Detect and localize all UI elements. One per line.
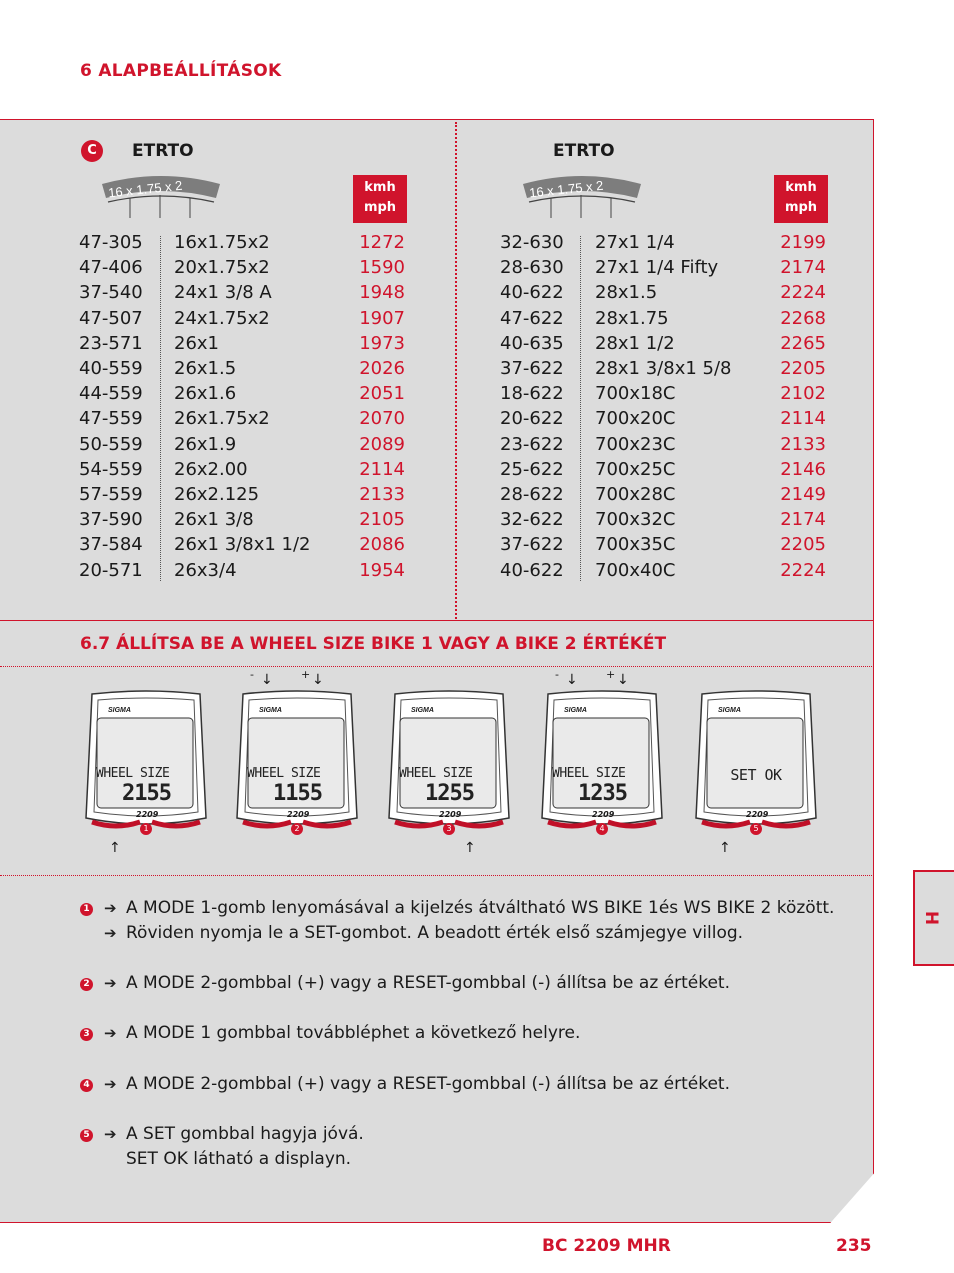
column-dash-left [160,236,161,581]
tire-size-cell: 26x1 3/8 [174,509,254,531]
etrto-cell: 54-559 [79,458,143,480]
step-marker: 3 [443,823,455,835]
circumference-cell: 2051 [359,383,405,405]
circumference-cell: 1272 [359,232,405,253]
circumference-cell: 2089 [359,433,405,455]
tire-size-cell: 26x3/4 [174,559,237,581]
etrto-cell: 47-507 [79,307,143,329]
etrto-cell: 57-559 [79,484,143,505]
device-brand-logo: SIGMA [259,707,282,714]
unit-box-right [774,175,828,223]
section-divider [0,620,874,621]
tire-size-cell: 700x28C [595,484,676,505]
step-text-line: A MODE 1 gombbal továbbléphet a következő helyre. [126,1023,581,1043]
tire-size-cell: 700x32C [595,509,676,531]
tire-size-cell: 26x1 3/8x1 1/2 [174,534,311,556]
etrto-cell: 40-622 [500,559,564,581]
lcd-line-2: 1235 [578,781,627,806]
unit-mph: mph [784,200,818,215]
step-number-bullet: 4 [80,1079,93,1092]
footer-model: BC 2209 MHR [542,1236,671,1256]
circumference-cell: 2224 [780,559,826,581]
devices-divider [0,875,874,876]
etrto-cell: 23-622 [500,433,564,455]
etrto-cell: 37-590 [79,509,143,531]
circumference-cell: 2174 [780,509,826,531]
arrow-right-icon: ➔ [104,899,117,917]
tire-size-cell: 28x1.5 [595,282,658,304]
step-number-bullet: 5 [80,1129,93,1142]
mode2-button-plus-label: + [606,668,616,681]
etrto-cell: 20-622 [500,408,564,430]
tire-size-cell: 26x2.125 [174,484,260,505]
step-marker: 5 [750,823,762,835]
chapter-tab-letter: H [921,910,942,926]
up-arrow-icon: ↑ [719,840,731,856]
circumference-cell: 2146 [780,458,826,480]
tire-size-cell: 20x1.75x2 [174,257,270,279]
step-text-line: A MODE 2-gombbal (+) vagy a RESET-gombbal (-) állítsa be az értéket. [126,1074,731,1094]
bike-computer-device [82,690,210,840]
etrto-cell: 40-635 [500,332,564,354]
circumference-cell: 2133 [359,484,405,505]
bike-computer-device [385,690,513,840]
circumference-cell: 2205 [780,358,826,379]
section-title: 6 ALAPBEÁLLÍTÁSOK [80,61,282,81]
etrto-cell: 23-571 [79,332,143,354]
step-text-line: Röviden nyomja le a SET-gombot. A beadott érték első számjegye villog. [126,923,744,943]
device-brand-logo: SIGMA [718,707,741,714]
chapter-tab[interactable] [913,870,954,966]
etrto-cell: 32-622 [500,509,564,531]
unit-mph: mph [363,200,397,215]
step-number-bullet: 3 [80,1028,93,1041]
step-text-line: A MODE 1-gomb lenyomásával a kijelzés átváltható WS BIKE 1és WS BIKE 2 között. [126,898,835,918]
reset-button-minus-label: - [555,668,559,681]
tire-size-cell: 24x1 3/8 A [174,282,272,304]
subsection-title: 6.7 ÁLLÍTSA BE A WHEEL SIZE BIKE 1 VAGY A BIKE 2 ÉRTÉKÉT [80,634,667,654]
bike-computer-device [233,690,361,840]
lcd-line-1: WHEEL SIZE [96,766,170,781]
circumference-cell: 1973 [359,332,405,354]
circumference-cell: 1590 [359,257,405,279]
etrto-cell: 47-559 [79,408,143,430]
device-model-label: 2209 [439,810,462,819]
column-divider [455,122,457,619]
tire-size-cell: 700x40C [595,559,676,581]
arrow-right-icon: ➔ [104,1125,117,1143]
lcd-line-1: WHEEL SIZE [247,766,321,781]
section-badge: C [81,140,103,162]
device-model-label: 2209 [746,810,769,819]
circumference-cell: 2268 [780,307,826,329]
down-arrow-icon: ↓ [261,672,273,688]
tire-size-cell: 700x20C [595,408,676,430]
etrto-cell: 37-584 [79,534,143,556]
tire-size-cell: 28x1 1/2 [595,332,675,354]
arrow-right-icon: ➔ [104,924,117,942]
circumference-cell: 2086 [359,534,405,556]
etrto-cell: 37-540 [79,282,143,304]
tire-label-right: 16 x 1.75 x 2 [528,177,605,201]
tire-size-cell: 700x18C [595,383,676,405]
lcd-line-1: WHEEL SIZE [399,766,473,781]
etrto-cell: 37-622 [500,534,564,556]
step-text-line: A SET gombbal hagyja jóvá. [126,1124,364,1144]
unit-kmh: kmh [364,180,396,195]
tire-size-cell: 27x1 1/4 Fifty [595,257,719,279]
lcd-line-2: 2155 [122,781,171,806]
tire-size-cell: 16x1.75x2 [174,232,270,253]
unit-box-left [353,175,407,223]
etrto-header-left: ETRTO [132,141,194,161]
etrto-cell: 18-622 [500,383,564,405]
circumference-cell: 1948 [359,282,405,304]
down-arrow-icon: ↓ [566,672,578,688]
circumference-cell: 2102 [780,383,826,405]
tire-label-left: 16 x 1.75 x 2 [107,177,184,201]
step-marker: 4 [596,823,608,835]
circumference-cell: 1954 [359,559,405,581]
circumference-cell: 2026 [359,358,405,379]
lcd-line-1: WHEEL SIZE [552,766,626,781]
down-arrow-icon: ↓ [617,672,629,688]
circumference-cell: 2070 [359,408,405,430]
circumference-cell: 2199 [780,232,826,253]
tire-size-cell: 27x1 1/4 [595,232,675,253]
etrto-cell: 44-559 [79,383,143,405]
step-text-line: SET OK látható a displayn. [126,1149,352,1169]
etrto-cell: 28-622 [500,484,564,505]
step-marker: 2 [291,823,303,835]
subtitle-divider [0,666,874,667]
circumference-cell: 2133 [780,433,826,455]
unit-kmh: kmh [785,180,817,195]
tire-size-cell: 24x1.75x2 [174,307,270,329]
tire-illustration-left [100,172,222,222]
mode2-button-plus-label: + [301,668,311,681]
reset-button-minus-label: - [250,668,254,681]
circumference-cell: 2265 [780,332,826,354]
tire-size-cell: 26x1.75x2 [174,408,270,430]
device-brand-logo: SIGMA [108,707,131,714]
tire-size-cell: 26x1.9 [174,433,237,455]
tire-illustration-right [521,172,643,222]
up-arrow-icon: ↑ [109,840,121,856]
tire-size-cell: 28x1 3/8x1 5/8 [595,358,732,379]
etrto-cell: 47-622 [500,307,564,329]
down-arrow-icon: ↓ [312,672,324,688]
circumference-cell: 1907 [359,307,405,329]
circumference-cell: 2174 [780,257,826,279]
bike-computer-device [692,690,820,840]
device-model-label: 2209 [136,810,159,819]
circumference-cell: 2114 [780,408,826,430]
lcd-line-1: SET OK [730,766,782,784]
circumference-cell: 2105 [359,509,405,531]
step-number-bullet: 1 [80,903,93,916]
step-number-bullet: 2 [80,978,93,991]
column-dash-right [580,236,581,581]
circumference-cell: 2205 [780,534,826,556]
tire-size-cell: 26x1.5 [174,358,237,379]
device-model-label: 2209 [287,810,310,819]
tire-size-cell: 26x1 [174,332,220,354]
device-brand-logo: SIGMA [411,707,434,714]
step-marker: 1 [140,823,152,835]
arrow-right-icon: ➔ [104,1024,117,1042]
tire-size-cell: 26x1.6 [174,383,237,405]
etrto-cell: 37-622 [500,358,564,379]
etrto-cell: 40-559 [79,358,143,379]
etrto-cell: 28-630 [500,257,564,279]
up-arrow-icon: ↑ [464,840,476,856]
etrto-cell: 50-559 [79,433,143,455]
etrto-cell: 25-622 [500,458,564,480]
device-brand-logo: SIGMA [564,707,587,714]
lcd-line-2: 1255 [425,781,474,806]
arrow-right-icon: ➔ [104,974,117,992]
step-text-line: A MODE 2-gombbal (+) vagy a RESET-gombbal (-) állítsa be az értéket. [126,973,731,993]
circumference-cell: 2224 [780,282,826,304]
tire-size-cell: 700x25C [595,458,676,480]
etrto-header-right: ETRTO [553,141,615,161]
tire-size-cell: 700x35C [595,534,676,556]
etrto-cell: 40-622 [500,282,564,304]
arrow-right-icon: ➔ [104,1075,117,1093]
tire-size-cell: 700x23C [595,433,676,455]
etrto-cell: 47-305 [79,232,143,253]
etrto-cell: 47-406 [79,257,143,279]
bike-computer-device [538,690,666,840]
etrto-cell: 20-571 [79,559,143,581]
etrto-cell: 32-630 [500,232,564,253]
circumference-cell: 2149 [780,484,826,505]
circumference-cell: 2114 [359,458,405,480]
lcd-line-2: 1155 [273,781,322,806]
tire-size-cell: 26x2.00 [174,458,248,480]
tire-size-cell: 28x1.75 [595,307,669,329]
device-model-label: 2209 [592,810,615,819]
page-number: 235 [836,1236,872,1256]
